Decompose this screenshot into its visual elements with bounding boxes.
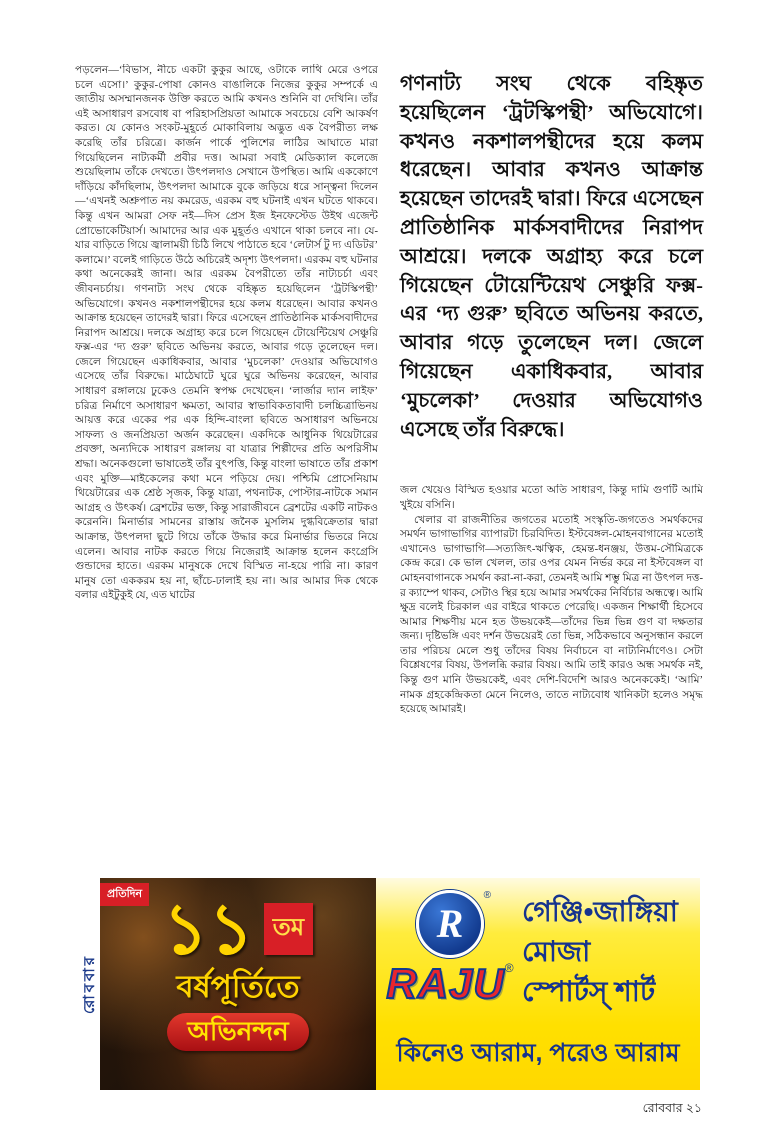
- article-left-column: [75, 64, 378, 860]
- pratidin-masthead-logo: প্রতিদিন: [100, 883, 149, 906]
- registered-mark-icon: ®: [504, 961, 514, 975]
- ad-anniversary-panel: [78, 878, 376, 1090]
- product-list: [522, 892, 692, 1012]
- advertisement-banner: [78, 878, 700, 1090]
- ad-vertical-title-strip: [78, 878, 100, 1090]
- congratulations-banner: অভিনন্দন: [167, 1013, 308, 1051]
- article-right-column: [400, 70, 703, 848]
- ad-tagline: কিনেও আরাম, পরেও আরাম: [396, 1039, 680, 1067]
- product-line: স্পোর্টস্ শার্ট: [522, 976, 656, 1007]
- anniversary-suffix: তম: [264, 903, 313, 955]
- article-left-paragraph: পড়লেন—‘বিভাস, নীচে একটা কুকুর আছে, ওটাকে লাথি মেরে ওপরে চলে এসো।’ কুকুর-পোষা কোনও বাঙালিকে নিজের কুকুর সম্পর্কে এ জাতীয় অসম্মানজনক উক্তি করতে আমি কখনও শুনিনি বা দেখিনি। তাঁর এই অসাধারণ রসবোধ বা পরিহাসপ্রিয়তা আমাকে সবচেয়ে বেশি আকর্ষণ করত। যে কোনও সংকট-মুহূর্তে মোকাবিলায় অদ্ভুত এক বৈপরীত্য লক্ষ করেছি তাঁর চরিত্রে। কার্জন পার্কে পুলিশের লাঠির আঘাতে মারা গিয়েছিলেন নাট্যকর্মী প্রবীর দত্ত। আমরা সবাই মেডিক্যাল কলেজে শুয়েছিলাম তাঁকে দেখতে। উৎপলদাও সেখানে উপস্থিত। আমি এককোণে দাঁড়িয়ে কাঁদছিলাম, উৎপলদা আমাকে বুকে জড়িয়ে ধরে সান্ত্বনা দিলেন—‘এখনই অশ্রুপাত নয় কমরেড, এরকম বহু ঘটনাই এখন ঘটতে থাকবে। কিন্তু এখন আমরা সেফ নই—দিস প্রেস ইজ ইনফেস্টেড উইথ এজেন্ট প্রোভোকেটিয়ার্স। আমাদের আর এক মুহূর্তও এখানে থাকা চলবে না। যে-যার বাড়িতে গিয়ে জ্বালাময়ী চিঠি লিখে পাঠাতে হবে ‘লেটার্স টু দ্য এডিটর’ কলামে।’ বলেই গাড়িতে উঠে অচিরেই অদৃশ্য উৎপলদা। এরকম বহু ঘটনার কথা অনেকেরই জানা। আর এরকম বৈপরীত্যে তাঁর নাট্যচর্চা এবং জীবনচর্চায়। গণনাট্য সংঘ থেকে বহিষ্কৃত হয়েছিলেন ‘ট্রটস্কিপন্থী’ অভিযোগে। কখনও নকশালপন্থীদের হয়ে কলম ধরেছেন। আবার কখনও আক্রান্ত হয়েছেন তাদেরই দ্বারা। ফিরে এসেছেন প্রাতিষ্ঠানিক মার্কসবাদীদের নিরাপদ আশ্রয়ে। দলকে অগ্রাহ্য করে চলে গিয়েছেন টোয়েন্টিয়েথ সেঞ্চুরি ফক্স-এর ‘দ্য গুরু’ ছবিতে অভিনয় করতে, আবার গড়ে তুলেছেন দল। জেলে গিয়েছেন একাধিকবার, আবার ‘মুচলেকা’ দেওয়ার অভিযোগও এসেছে তাঁর বিরুদ্ধে। মাঠেঘাটে ঘুরে ঘুরে অভিনয় করেছেন, আবার সাধারণ রঙ্গালয়ে ঢুকেও তেমনি স্বপক্ষ দেখেছেন। ‘লার্জার দ্যান লাইফ’ চরিত্র নির্মাণে অসাধারণ ক্ষমতা, আবার স্বাভাবিকতাবাদী চলচ্চিত্রাভিনয় আয়ত্ত করে একের পর এক হিন্দি-বাংলা ছবিতে অসাধারণ অভিনয়ে সাফল্য ও জনপ্রিয়তা অর্জন করেছেন। একদিকে আধুনিক থিয়েটারের প্রবক্তা, অন্যদিকে সাধারণ রঙ্গালয় বা যাত্রার শিল্পীদের প্রতি অপরিসীম শ্রদ্ধা। অনেকগুলো ভাষাতেই তাঁর বুৎপত্তি, কিন্তু বাংলা ভাষাতে তাঁর প্রকাশ এবং মুক্তি—মাইকেলের কথা মনে পড়িয়ে দেয়। পশ্চিমি প্রোসেনিয়াম থিয়েটারের এক শ্রেষ্ঠ সৃজক, কিন্তু যাত্রা, পথনাটক, পোস্টার-নাটকে সমান আগ্রহ ও উৎকর্ষ। ব্রেশটের ভক্ত, কিন্তু সারাজীবনে ব্রেশটের একটি নাটকও করেননি। মিনার্ভার সামনের রাস্তায় জনৈক মুসলিম দুগ্ধবিক্রেতার দ্বারা আক্রান্ত, উৎপলদা ছুটে গিয়ে তাঁকে উদ্ধার করে মিনার্ভার ভিতরে নিয়ে এলেন। আবার নাটক করতে গিয়ে নিজেরাই আক্রান্ত হলেন কংগ্রেসি গুন্ডাদের হাতে। এরকম মানুষকে দেখে বিস্মিত না-হয়ে পারি না। কারণ মানুষ তো এককরম হয় না, ছাঁচে-ঢালাই হয় না। আর আমার দিক থেকে বলার এইটুকুই যে, এত ঘাটের: [75, 65, 378, 602]
- raju-logo-icon: [416, 890, 491, 958]
- raju-brand-line: [386, 960, 514, 1008]
- raju-logo-letter: R: [436, 901, 464, 946]
- raju-logo-block: [386, 890, 514, 1008]
- ad-raju-panel: [376, 878, 700, 1090]
- page-folio: রোববার ২১: [642, 1101, 702, 1115]
- anniversary-number-line: [106, 894, 370, 968]
- registered-mark-icon: ®: [483, 890, 491, 901]
- article-right-paragraph: খেলার বা রাজনীতির জগতের মতোই সংস্কৃতি-জগতেও সমর্থকদের সমর্থন ভাগাভাগির ব্যাপারটা চিরবিদিত। ইস্টবেঙ্গল-মোহনবাগানের মতোই এখানেও ভাগাভাগি—সত্যজিৎ-ঋত্বিক, হেমন্ত-ধনঞ্জয়, উত্তম-সৌমিত্রকে কেন্দ্র করে। কে ভাল খেলল, তার ওপর যেমন নির্ভর করে না ইস্টবেঙ্গল বা মোহনবাগানকে সমর্থন করা-না-করা, তেমনই আমি শম্ভু মিত্র না উৎপল দত্ত-র ক্যাম্পে থাকব, সেটাও স্থির হয়ে আমার সমর্থকের নির্বিচার অন্ধত্বে। আমি ক্ষুদ্র বলেই চিরকাল এর বাইরে থাকতে পেরেছি। একজন শিক্ষার্থী হিসেবে আমার শিক্ষণীয় মনে হত উভয়কেই—তাঁদের ভিন্ন ভিন্ন গুণ বা দক্ষতার জন্য। দৃষ্টিভঙ্গি এবং দর্শন উভয়েরই তো ভিন্ন, সঠিকভাবে অনুসন্ধান করলে তার পরিচয় মেলে শুধু তাঁদের বিষয় নির্বাচনে বা নাট্যনির্মাণেও। সেটা বিশ্লেষণের বিষয়, উপলব্ধি করার বিষয়। আমি তাই কারও অন্ধ সমর্থক নই, কিন্তু গুণ মানি উভয়কেই, এবং দেশি-বিদেশি আরও অনেককেই। ‘আমি’ নামক গ্রহকেন্দ্রিকতা মেনে নিলেও, তাতে নাট্যবোধ খানিকটা হলেও সমৃদ্ধ হয়েছে আমারই।: [400, 514, 703, 716]
- anniversary-text: বর্ষপূর্তিতে: [176, 969, 300, 1004]
- anniversary-message: [106, 894, 370, 1051]
- article-right-body: [400, 484, 703, 848]
- raju-brand-name: RAJU: [386, 960, 505, 1007]
- product-line: গেঞ্জি•জাঙ্গিয়া: [522, 896, 678, 927]
- anniversary-banner-row: [106, 1004, 370, 1051]
- anniversary-number: ১১: [162, 892, 254, 969]
- pull-quote: গণনাট্য সংঘ থেকে বহিষ্কৃত হয়েছিলেন ‘ট্রটস্কিপন্থী’ অভিযোগে। কখনও নকশালপন্থীদের হয়ে কলম ধরেছেন। আবার কখনও আক্রান্ত হয়েছেন তাদেরই দ্বারা। ফিরে এসেছেন প্রাতিষ্ঠানিক মার্কসবাদীদের নিরাপদ আশ্রয়ে। দলকে অগ্রাহ্য করে চলে গিয়েছেন টোয়েন্টিয়েথ সেঞ্চুরি ফক্স-এর ‘দ্য গুরু’ ছবিতে অভিনয় করতে, আবার গড়ে তুলেছেন দল। জেলে গিয়েছেন একাধিকবার, আবার ‘মুচলেকা’ দেওয়ার অভিযোগও এসেছে তাঁর বিরুদ্ধে।: [400, 73, 703, 441]
- product-line: মোজা: [522, 936, 591, 967]
- article-right-paragraph: জল খেয়েও বিস্মিত হওয়ার মতো অতি সাধারণ, কিন্তু দামি গুণটি আমি খুইয়ে বসিনি।: [400, 485, 703, 511]
- ad-vertical-title: রোববার: [80, 954, 98, 1014]
